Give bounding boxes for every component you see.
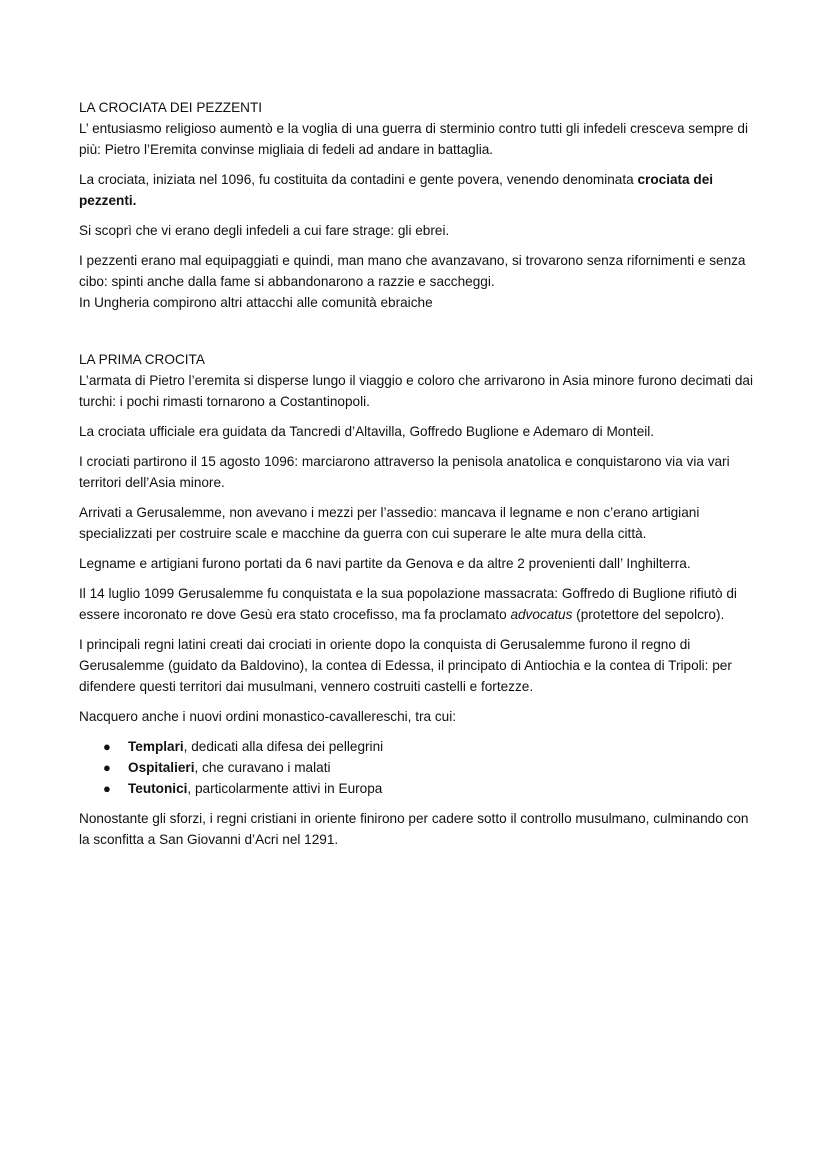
paragraph: La crociata ufficiale era guidata da Tancredi d’Altavilla, Goffredo Buglione e Ademaro di Monteil.: [79, 424, 655, 439]
list-item: [79, 778, 759, 799]
bold-term: Teutonici: [128, 781, 188, 796]
list-item-text: , dedicati alla difesa dei pellegrini: [183, 739, 384, 754]
paragraph: Nacquero anche i nuovi ordini monastico-cavallereschi, tra cui:: [79, 709, 457, 724]
paragraph: Legname e artigiani furono portati da 6 navi partite da Genova e da altre 2 provenienti dall’ Inghilterra.: [79, 556, 691, 571]
paragraph: I pezzenti erano mal equipaggiati e quindi, man mano che avanzavano, si trovarono senza rifornimenti e senza cibo: spinti anche dalla fame si abbandonarono a razzie e saccheggi.: [79, 253, 746, 289]
bullet-icon: ●: [103, 739, 111, 754]
paragraph: I crociati partirono il 15 agosto 1096: marciarono attraverso la penisola anatolica e conquistarono via via vari territori dell’Asia minore.: [79, 454, 730, 490]
section-title-prima-crociata: LA PRIMA CROCITA: [79, 352, 205, 367]
paragraph-text: La crociata, iniziata nel 1096, fu costituita da contadini e gente povera, venendo denominata: [79, 172, 638, 187]
bold-term: Ospitalieri: [128, 760, 195, 775]
section-title-crociata-pezzenti: LA CROCIATA DEI PEZZENTI: [79, 100, 263, 115]
paragraph: Arrivati a Gerusalemme, non avevano i mezzi per l’assedio: mancava il legname e non c’erano artigiani specializzati per costruire scale e macchine da guerra con cui superare le alte mura della città.: [79, 505, 700, 541]
paragraph: Nonostante gli sforzi, i regni cristiani in oriente finirono per cadere sotto il controllo musulmano, culminando con la sconfitta a San Giovanni d’Acri nel 1291.: [79, 811, 749, 847]
document-page: [79, 97, 759, 850]
paragraph: I principali regni latini creati dai crociati in oriente dopo la conquista di Gerusalemme furono il regno di Gerusalemme (guidato da Baldovino), la contea di Edessa, il principato di Antiochia e la contea di Tripoli: per difendere questi territori dai musulmani, vennero costruiti castelli e fortezze.: [79, 637, 732, 694]
paragraph: L’ entusiasmo religioso aumentò e la voglia di una guerra di sterminio contro tutti gli infedeli cresceva sempre di più: Pietro l’Eremita convinse migliaia di fedeli ad andare in battaglia.: [79, 121, 748, 157]
paragraph: L’armata di Pietro l’eremita si disperse lungo il viaggio e coloro che arrivarono in Asia minore furono decimati dai turchi: i pochi rimasti tornarono a Costantinopoli.: [79, 373, 753, 409]
list-item: [79, 757, 759, 778]
paragraph-text: (protettore del sepolcro).: [572, 607, 725, 622]
paragraph: In Ungheria compirono altri attacchi alle comunità ebraiche: [79, 295, 433, 310]
italic-term: advocatus: [510, 607, 573, 622]
bullet-list: [79, 736, 759, 799]
paragraph-text: Il 14 luglio 1099 Gerusalemme fu conquistata e la sua popolazione massacrata: Goffredo di Buglione rifiutò di essere incoronato re dove Gesù era stato crocefisso, ma fa proclamato: [79, 586, 737, 622]
paragraph: Si scoprì che vi erano degli infedeli a cui fare strage: gli ebrei.: [79, 223, 450, 238]
paragraph: [79, 583, 759, 625]
bold-term: Templari: [128, 739, 184, 754]
list-item-text: , particolarmente attivi in Europa: [187, 781, 383, 796]
paragraph: [79, 169, 759, 211]
bold-term: crociata dei pezzenti.: [79, 172, 714, 208]
list-item-text: , che curavano i malati: [194, 760, 331, 775]
bullet-icon: ●: [103, 760, 111, 775]
bullet-icon: ●: [103, 781, 111, 796]
list-item: [79, 736, 759, 757]
